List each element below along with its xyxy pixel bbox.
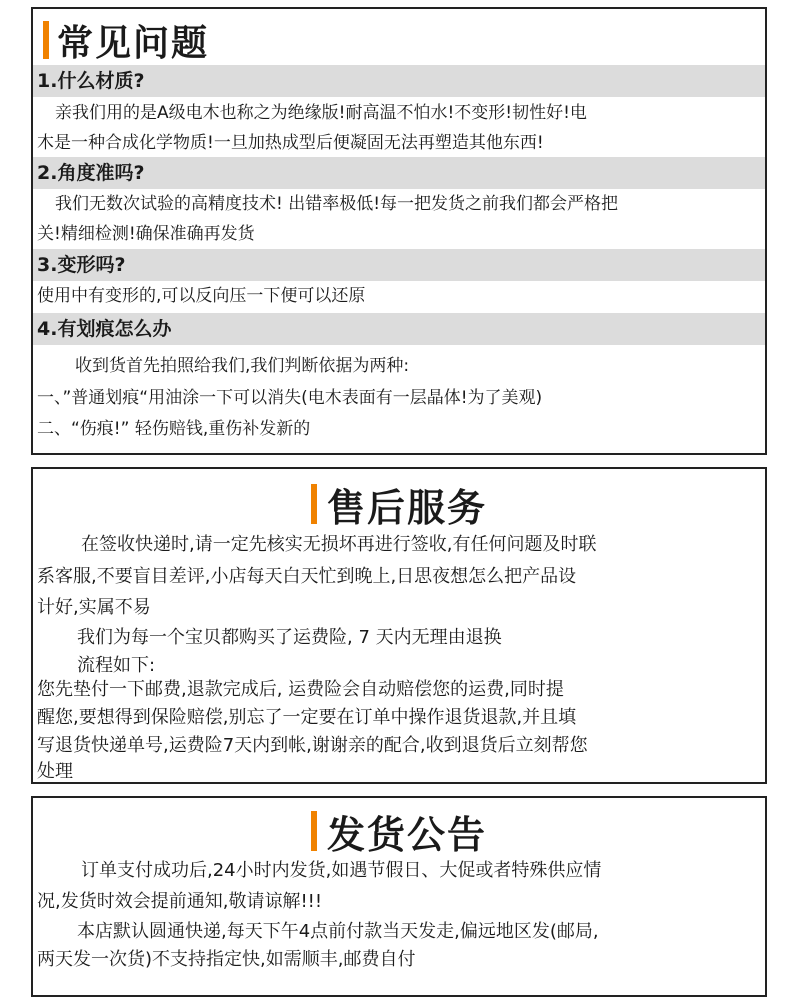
accent-bar-icon — [311, 484, 317, 524]
faq-answer-4-line-3: 二、“伤痕!” 轻伤赔钱,重伤补发新的 — [37, 419, 311, 439]
after-sales-p4-line-4: 处理 — [37, 761, 73, 782]
after-sales-title: 售后服务 — [326, 485, 487, 530]
shipping-heading — [33, 806, 765, 856]
faq-heading — [43, 15, 209, 65]
shipping-p2-line-2: 两天发一次货)不支持指定快,如需顺丰,邮费自付 — [37, 949, 416, 970]
faq-answer-1-line-1: 亲我们用的是A级电木也称之为绝缘版!耐高温不怕水!不变形!韧性好!电 — [55, 103, 587, 123]
shipping-title: 发货公告 — [326, 812, 487, 857]
shipping-p2-line-1: 本店默认圆通快递,每天下午4点前付款当天发走,偏远地区发(邮局, — [77, 921, 599, 942]
shipping-p1-line-2: 况,发货时效会提前通知,敬请谅解!!! — [37, 891, 323, 912]
after-sales-p4-line-2: 醒您,要想得到保险赔偿,别忘了一定要在订单中操作退货退款,并且填 — [37, 707, 577, 728]
after-sales-p1-line-3: 计好,实属不易 — [37, 597, 151, 618]
faq-answer-2-line-2: 关!精细检测!确保准确再发货 — [37, 224, 255, 244]
after-sales-p1-line-2: 系客服,不要盲目差评,小店每天白天忙到晚上,日思夜想怎么把产品设 — [37, 566, 577, 587]
faq-title: 常见问题 — [57, 22, 210, 64]
faq-answer-2-line-1: 我们无数次试验的高精度技术! 出错率极低!每一把发货之前我们都会严格把 — [55, 194, 619, 214]
after-sales-p4-line-1: 您先垫付一下邮费,退款完成后, 运费险会自动赔偿您的运费,同时提 — [37, 679, 564, 700]
faq-section — [31, 7, 767, 455]
shipping-p1-line-1: 订单支付成功后,24小时内发货,如遇节假日、大促或者特殊供应情 — [81, 860, 602, 881]
faq-question-3: 3.变形吗? — [33, 249, 765, 281]
faq-answer-1-line-2: 木是一种合成化学物质!一旦加热成型后便凝固无法再塑造其他东西! — [37, 133, 544, 153]
faq-question-4: 4.有划痕怎么办 — [33, 313, 765, 345]
faq-question-2: 2.角度准吗? — [33, 157, 765, 189]
faq-answer-3-line-1: 使用中有变形的,可以反向压一下便可以还原 — [37, 286, 366, 306]
faq-question-1: 1.什么材质? — [33, 65, 765, 97]
faq-answer-4-line-1: 收到货首先拍照给我们,我们判断依据为两种: — [75, 356, 410, 376]
after-sales-heading — [33, 477, 765, 531]
after-sales-section — [31, 467, 767, 784]
after-sales-p3: 流程如下: — [77, 655, 156, 676]
after-sales-p2: 我们为每一个宝贝都购买了运费险, 7 天内无理由退换 — [77, 627, 502, 648]
accent-bar-icon — [43, 21, 49, 59]
after-sales-p4-line-3: 写退货快递单号,运费险7天内到帐,谢谢亲的配合,收到退货后立刻帮您 — [37, 735, 588, 756]
shipping-section — [31, 796, 767, 997]
after-sales-p1-line-1: 在签收快递时,请一定先核实无损坏再进行签收,有任何问题及时联 — [81, 534, 597, 555]
faq-answer-4-line-2: 一、”普通划痕“用油涂一下可以消失(电木表面有一层晶体!为了美观) — [37, 388, 543, 408]
accent-bar-icon — [311, 811, 317, 851]
